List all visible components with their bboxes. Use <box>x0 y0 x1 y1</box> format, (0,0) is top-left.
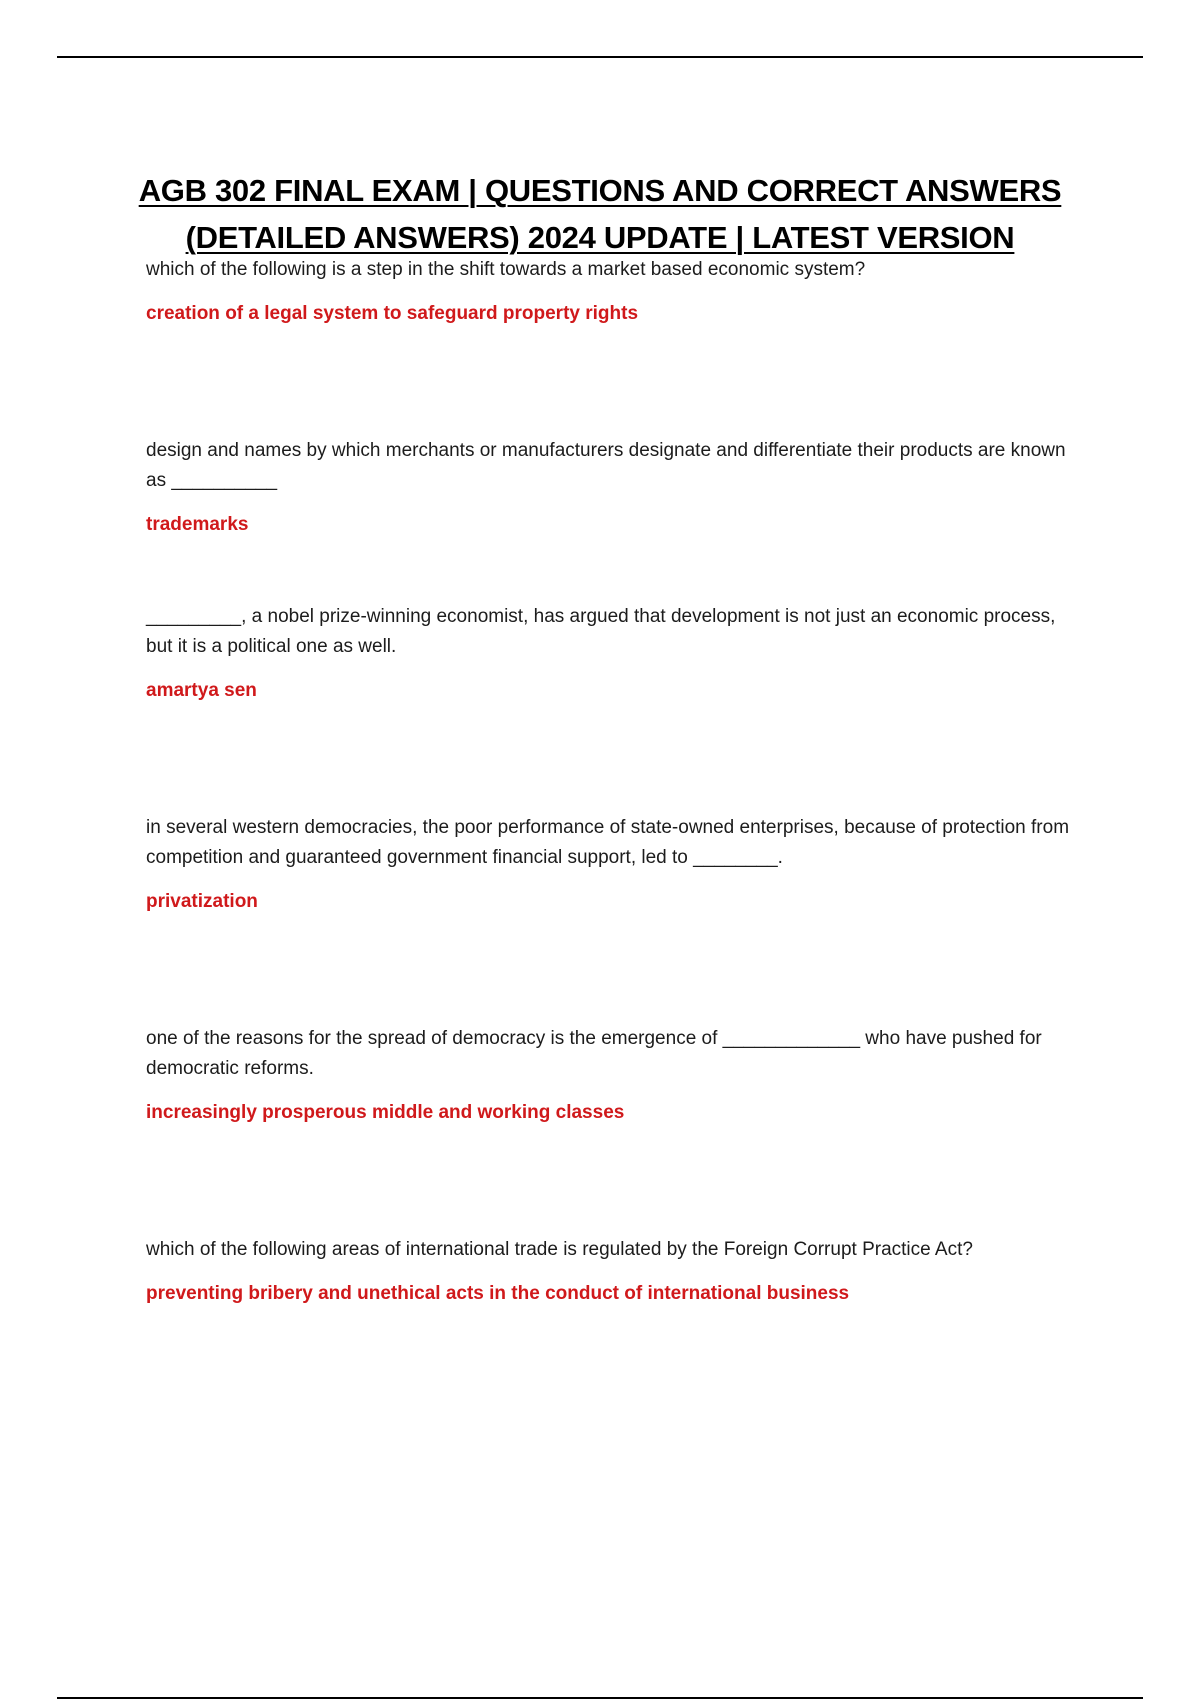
qa-item-2 <box>146 436 1086 540</box>
answer-text: preventing bribery and unethical acts in the conduct of international business <box>146 1283 850 1304</box>
qa-item-1 <box>146 255 1086 329</box>
answer-text: trademarks <box>146 514 249 535</box>
question-text: which of the following is a step in the shift towards a market based economic system? <box>146 259 866 280</box>
document-title <box>100 167 1100 261</box>
question-text: in several western democracies, the poor performance of state-owned enterprises, because of protection from competition and guaranteed government financial support, led to ________. <box>146 817 1070 868</box>
title-line-1: AGB 302 FINAL EXAM | QUESTIONS AND CORRECT ANSWERS <box>138 172 1062 208</box>
qa-item-5 <box>146 1024 1086 1128</box>
question-text: _________, a nobel prize-winning economist, has argued that development is not just an economic process, but it is a political one as well. <box>146 606 1056 657</box>
answer-text: privatization <box>146 891 258 912</box>
qa-item-4 <box>146 813 1086 917</box>
answer-text: creation of a legal system to safeguard property rights <box>146 303 639 324</box>
qa-item-6 <box>146 1235 1086 1309</box>
qa-item-3 <box>146 602 1086 706</box>
answer-text: amartya sen <box>146 680 257 701</box>
question-text: one of the reasons for the spread of democracy is the emergence of _____________ who have pushed for democratic reforms. <box>146 1028 1042 1079</box>
top-rule <box>57 56 1143 58</box>
title-line-2: (DETAILED ANSWERS) 2024 UPDATE | LATEST VERSION <box>185 219 1015 255</box>
bottom-rule <box>57 1697 1143 1699</box>
answer-text: increasingly prosperous middle and working classes <box>146 1102 625 1123</box>
question-text: which of the following areas of international trade is regulated by the Foreign Corrupt Practice Act? <box>146 1239 973 1260</box>
question-text: design and names by which merchants or manufacturers designate and differentiate their products are known as __________ <box>146 440 1066 491</box>
